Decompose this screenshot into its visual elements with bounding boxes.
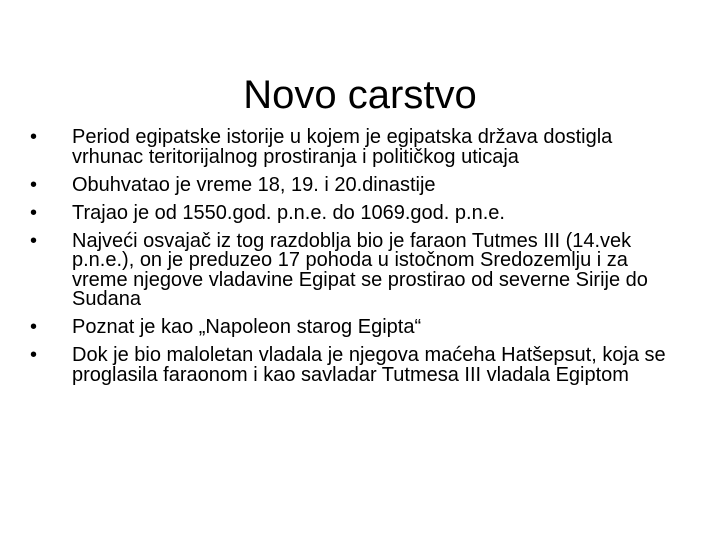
bullet-marker: • bbox=[30, 229, 38, 252]
bullet-marker: • bbox=[30, 316, 38, 338]
slide-title: Novo carstvo bbox=[243, 72, 477, 117]
bullet-text: Najveći osvajač iz tog razdoblja bio je faraon Tutmes III (14.vek p.n.e.), on je preduzeo 17 pohoda u istočnom Sredozemlju i za vreme njegove vladavine Egipat se prostirao od severne Sirije do Sudana bbox=[72, 229, 648, 310]
bullet-marker: • bbox=[30, 344, 38, 366]
bullet-text: Trajao je od 1550.god. p.n.e. do 1069.god. p.n.e. bbox=[72, 201, 505, 224]
bullet-item bbox=[30, 201, 670, 224]
bullet-marker: • bbox=[30, 173, 38, 196]
bullet-marker: • bbox=[30, 126, 38, 148]
bullet-text: Poznat je kao „Napoleon starog Egipta“ bbox=[72, 316, 422, 338]
bullet-item bbox=[30, 128, 670, 167]
bullet-text: Dok je bio maloletan vladala je njegova maćeha Hatšepsut, koja se proglasila faraonom i kao savladar Tutmesa III vladala Egiptom bbox=[72, 344, 666, 386]
bullet-text: Obuhvatao je vreme 18, 19. i 20.dinastije bbox=[72, 173, 436, 196]
bullet-item bbox=[30, 173, 670, 196]
bullet-list bbox=[30, 128, 670, 394]
bullet-marker: • bbox=[30, 201, 38, 224]
bullet-item bbox=[30, 229, 670, 310]
bullet-text: Period egipatske istorije u kojem je egipatska država dostigla vrhunac teritorijalnog prostiranja i političkog uticaja bbox=[72, 126, 613, 168]
bullet-item bbox=[30, 318, 670, 338]
bullet-item bbox=[30, 346, 670, 385]
